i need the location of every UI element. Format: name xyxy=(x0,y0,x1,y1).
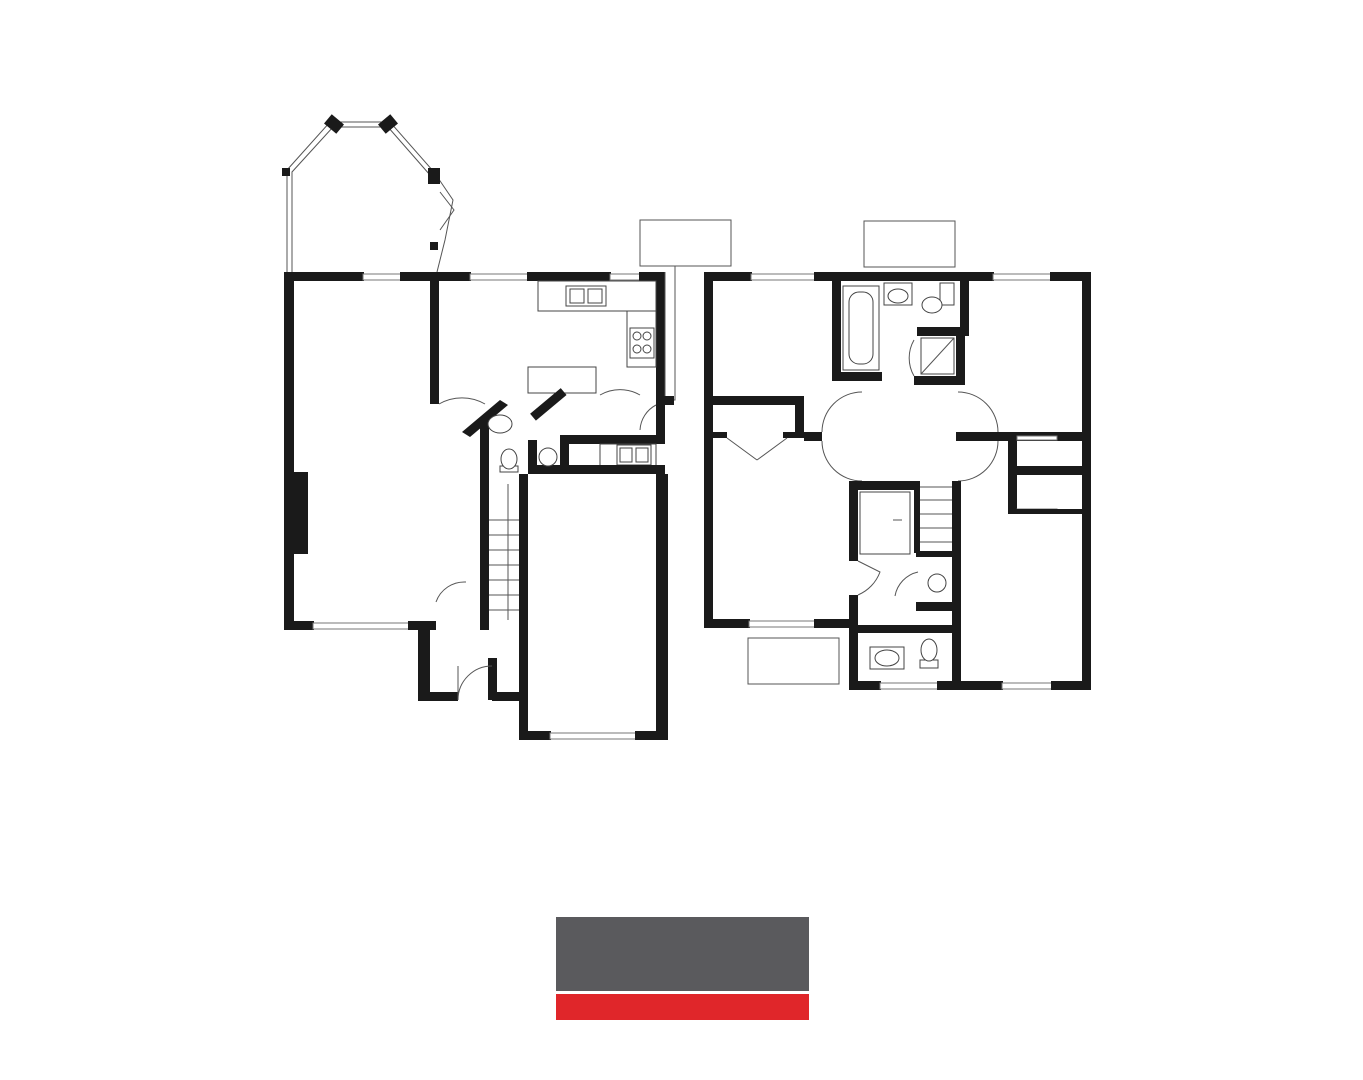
first-floor-plan xyxy=(704,272,1091,690)
bathroom-basin-icon xyxy=(884,283,912,305)
ensuite-label xyxy=(748,638,839,684)
wc-basin-icon xyxy=(488,415,512,433)
wc-toilet-icon xyxy=(500,449,518,472)
utility-sink-icon xyxy=(617,445,651,465)
first-stairs xyxy=(920,487,956,542)
ensuite-shower-icon xyxy=(860,492,910,554)
bathroom-shower-icon xyxy=(921,338,954,374)
ground-floor-plan xyxy=(282,114,675,740)
ensuite-toilet-icon xyxy=(920,639,938,668)
bathroom-toilet-icon xyxy=(922,283,954,313)
morgans-property-logo xyxy=(556,917,809,1020)
kitchen-sink-icon xyxy=(566,286,606,306)
hob-icon xyxy=(630,328,654,358)
ensuite-basin-icon xyxy=(870,647,904,669)
utility-label xyxy=(640,220,731,266)
conservatory-outline xyxy=(282,114,454,272)
bath-icon xyxy=(843,286,879,370)
landing-cupboard xyxy=(895,572,956,611)
bathroom-label xyxy=(864,221,955,267)
